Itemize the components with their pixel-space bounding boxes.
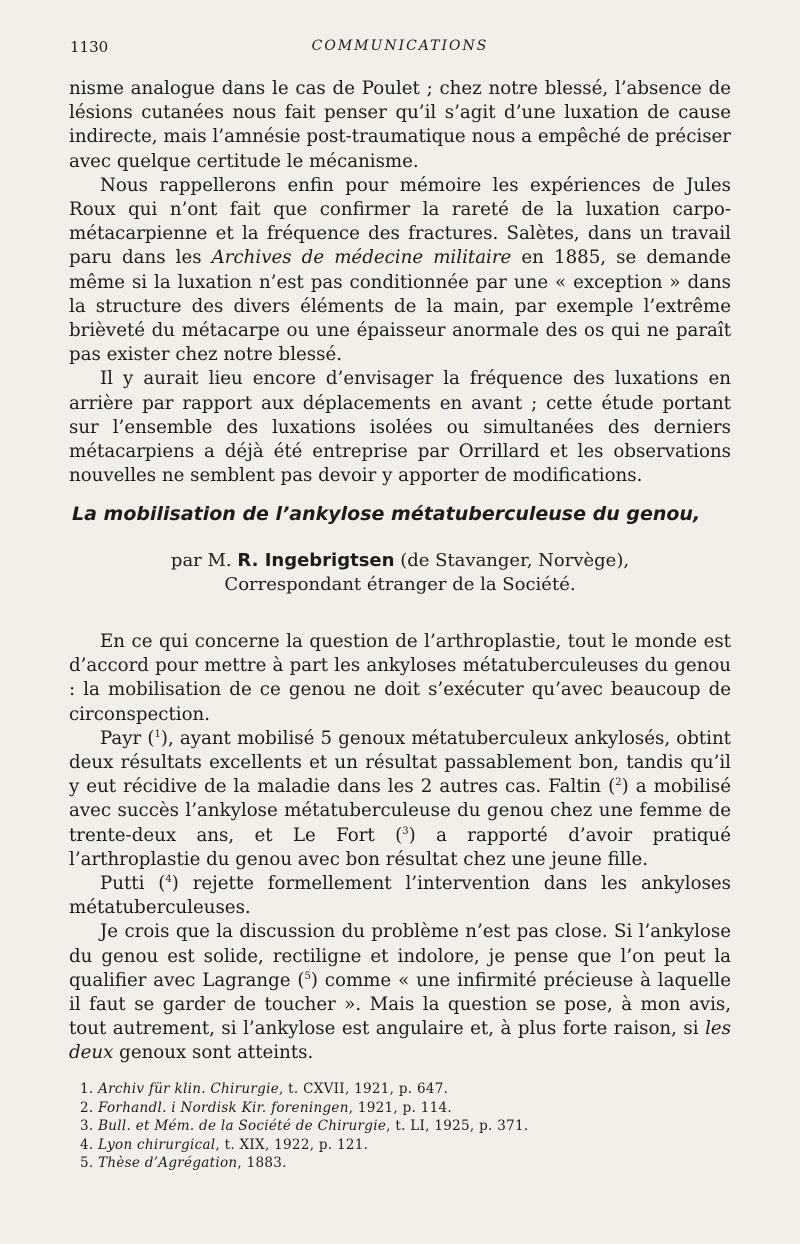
paragraph: Payr ($^1$), ayant mobilisé 5 genoux métatuberculeux ankylosés, obtint deux résultats excellents et un résultat passablement bon, tandis qu’il y eut récidive de la maladie dans les 2 autres cas. Faltin ($^2$) a mobilisé avec succès l’ankylose métatuberculeuse du genou chez une femme de trente-deux ans, et Le Fort ($^3$) a rapporté d’avoir pratiqué l’arthroplastie du genou avec bon résultat chez une jeune fille. [69, 727, 731, 870]
byline [69, 549, 731, 597]
article-title: La mobilisation de l’ankylose métatuberculeuse du genou, [72, 503, 701, 525]
page-number: 1130 [70, 38, 109, 56]
footnote-ref: 3 [402, 825, 409, 837]
paragraph: Il y aurait lieu encore d’envisager la fréquence des luxations en arrière par rapport aux déplacements en avant ; cette étude portant sur l’ensemble des luxations isolées ou simultanées des derniers métacarpiens a déjà été entreprise par Orrillard et les observations nouvelles ne semblent pas devoir y apporter de modifications. [69, 368, 731, 487]
previous-article-text [69, 77, 731, 488]
author-affiliation: Correspondant étranger de la Société. [224, 574, 576, 595]
page-header [70, 38, 730, 58]
author-name: R. Ingebrigtsen [237, 550, 395, 571]
paragraph: Nous rappellerons enfin pour mémoire les expériences de Jules Roux qui n’ont fait que confirmer la rareté de la luxation carpo-métacarpienne et la fréquence des fractures. Salètes, dans un travail paru dans les Archives de médecine militaire en 1885, se demande même si la luxation n’est pas conditionnée par une « exception » dans la structure des divers éléments de la main, par exemple l’extrême brièveté du métacarpe ou une épaisseur anormale des os qui ne paraît pas exister chez notre blessé. [69, 174, 731, 366]
footnote: 1. Archiv für klin. Chirurgie, t. CXVII, 1921, p. 647. [80, 1081, 449, 1097]
footnote-ref: 4 [165, 873, 172, 885]
article-body [69, 630, 731, 1066]
footnote: 4. Lyon chirurgical, t. XIX, 1922, p. 121. [80, 1136, 369, 1153]
paragraph: En ce qui concerne la question de l’arthroplastie, tout le monde est d’accord pour mettre à part les ankyloses métatuberculeuses du genou : la mobilisation de ce genou ne doit s’exécuter qu’avec beaucoup de circonspection. [69, 631, 731, 725]
byline-prefix: par M. [170, 550, 232, 571]
footnote-ref: 1 [154, 728, 161, 740]
footnote-ref: 5 [304, 970, 311, 982]
running-head: COMMUNICATIONS [311, 38, 489, 54]
footnote: 5. Thèse d’Agrégation, 1883. [80, 1155, 287, 1172]
footnote: 3. Bull. et Mém. de la Société de Chirurgie, t. LI, 1925, p. 371. [80, 1118, 529, 1135]
paragraph: Je crois que la discussion du problème n’est pas close. Si l’ankylose du genou est solide, rectiligne et indolore, je pense que l’on peut la qualifier avec Lagrange ($^5$) comme « une infirmité précieuse à laquelle il faut se garder de toucher ». Mais la question se pose, à mon avis, tout autrement, si l’ankylose est angulaire et, à plus forte raison, si les deux genoux sont atteints. [69, 921, 731, 1064]
paragraph: Putti ($^4$) rejette formellement l’intervention dans les ankyloses métatuberculeuses. [69, 873, 731, 919]
paragraph: nisme analogue dans le cas de Poulet ; chez notre blessé, l’absence de lésions cutanées nous fait penser qu’il s’agit d’une luxation de cause indirecte, mais l’amnésie post-traumatique nous a empêché de préciser avec quelque certitude le mécanisme. [69, 78, 731, 172]
footnote-ref: 2 [615, 777, 622, 789]
author-origin: (de Stavanger, Norvège), [400, 550, 630, 571]
footnote: 2. Forhandl. i Nordisk Kir. foreningen, 1921, p. 114. [80, 1099, 452, 1116]
footnotes [80, 1080, 680, 1173]
